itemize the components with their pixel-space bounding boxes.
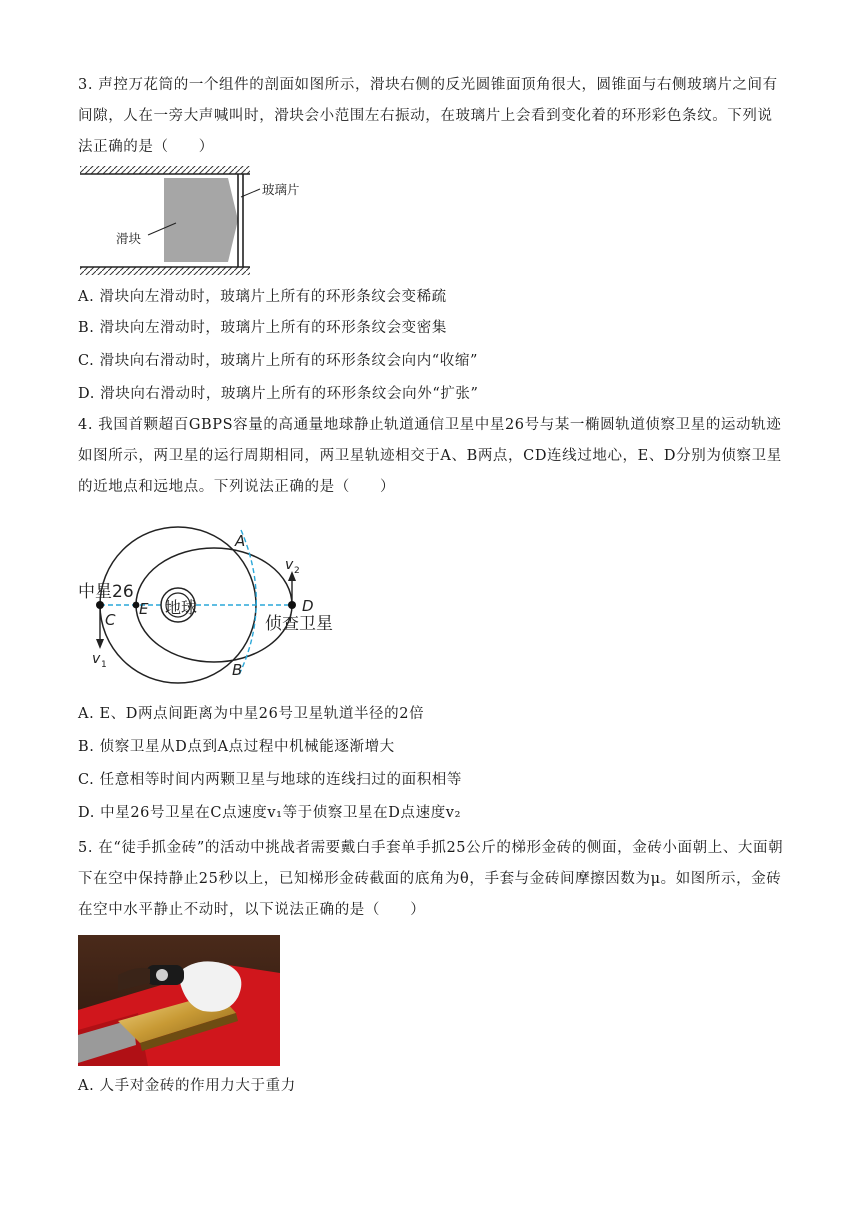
label-v1: v [92, 651, 101, 667]
label-v2-sub: 2 [294, 566, 300, 576]
slider-label: 滑块 [116, 231, 142, 246]
q3-slider-figure [78, 163, 318, 281]
bottom-wall [80, 267, 250, 275]
earth-label: 地球 [165, 598, 198, 617]
label-v1-sub: 1 [101, 660, 107, 670]
label-b: B [232, 661, 243, 679]
label-c: C [105, 611, 116, 629]
q3-option-d[interactable]: D. 滑块向右滑动时，玻璃片上所有的环形条纹会向外“扩张” [78, 386, 479, 402]
top-wall [80, 166, 250, 174]
point-c [96, 601, 104, 609]
gold-brick-photo [78, 935, 280, 1066]
q4-option-a[interactable]: A. E、D两点间距离为中星26号卫星轨道半径的2倍 [78, 706, 425, 722]
q3-option-a[interactable]: A. 滑块向左滑动时，玻璃片上所有的环形条纹会变稀疏 [78, 289, 447, 305]
q4-option-c[interactable]: C. 任意相等时间内两颗卫星与地球的连线扫过的面积相等 [78, 772, 462, 788]
point-d [288, 601, 296, 609]
q4-orbit-figure [75, 525, 365, 685]
label-d: D [302, 597, 314, 615]
glass-label: 玻璃片 [262, 182, 300, 197]
q3-option-c[interactable]: C. 滑块向右滑动时，玻璃片上所有的环形条纹会向内“收缩” [78, 353, 479, 369]
q5-stem: 5. 在“徒手抓金砖”的活动中挑战者需要戴白手套单手抓25公斤的梯形金砖的侧面，金砖小面朝上、大面朝下在空中保持静止25秒以上，已知梯形金砖截面的底角为θ，手套与金砖间摩擦因数为μ。如图所示，金砖在空中水平静止不动时，以下说法正确的是（ ） [78, 840, 784, 918]
label-a: A [235, 532, 246, 550]
label-v2: v [285, 557, 294, 573]
slider-block [164, 178, 238, 262]
q4-stem: 4. 我国首颗超百GBPS容量的高通量地球静止轨道通信卫星中星26号与某一椭圆轨道侦察卫星的运动轨迹如图所示，两卫星的运行周期相同，两卫星轨迹相交于A、B两点，CD连线过地心，E、D分别为侦察卫星的近地点和远地点。下列说法正确的是（ ） [78, 417, 782, 495]
q4-option-d[interactable]: D. 中星26号卫星在C点速度v₁等于侦察卫星在D点速度v₂ [78, 805, 462, 821]
spy-label: 侦查卫星 [265, 614, 333, 634]
q5-option-a[interactable]: A. 人手对金砖的作用力大于重力 [78, 1078, 296, 1094]
label-e: E [139, 600, 149, 618]
q3-stem: 3. 声控万花筒的一个组件的剖面如图所示，滑块右侧的反光圆锥面顶角很大，圆锥面与右侧玻璃片之间有间隙，人在一旁大声喊叫时，滑块会小范围左右振动，在玻璃片上会看到变化着的环形彩色条纹。下列说法正确的是（ ） [78, 77, 778, 155]
zx26-label: 中星26 [78, 582, 134, 602]
q3-option-b[interactable]: B. 滑块向左滑动时，玻璃片上所有的环形条纹会变密集 [78, 320, 447, 336]
q4-option-b[interactable]: B. 侦察卫星从D点到A点过程中机械能逐渐增大 [78, 739, 395, 755]
